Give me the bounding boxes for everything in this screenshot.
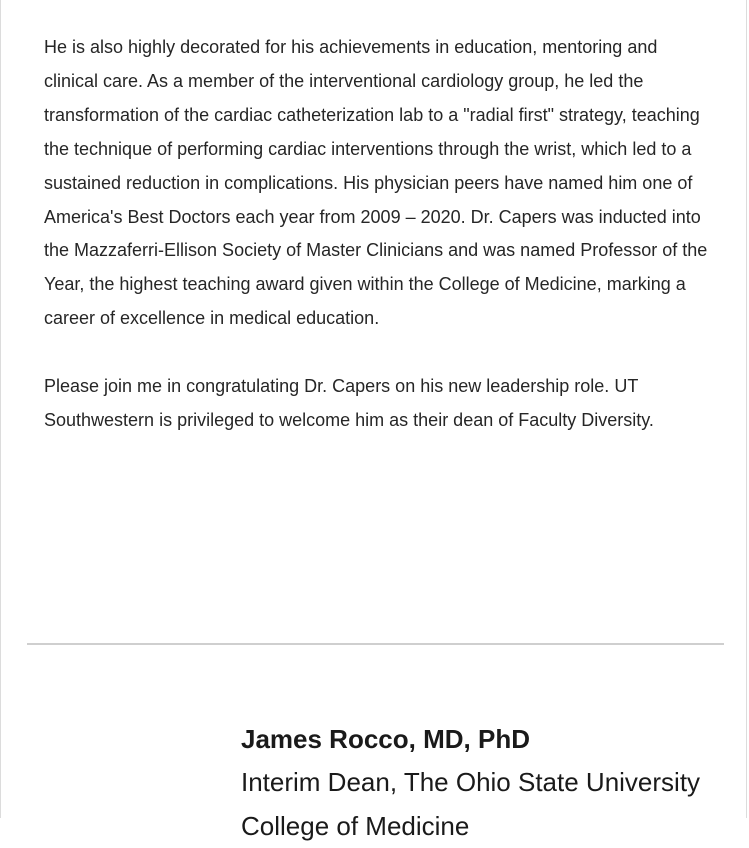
body-paragraph-congratulations: Please join me in congratulating Dr. Capers on his new leadership role. UT Southwestern is privileged to welcome him as their dean of Faculty Diversity. (44, 376, 654, 430)
email-body (44, 31, 714, 438)
section-divider (27, 643, 724, 645)
signature-name: James Rocco, MD, PhD (241, 724, 530, 754)
signature-title: Interim Dean, The Ohio State University College of Medicine (241, 767, 701, 841)
body-paragraph-achievements: He is also highly decorated for his achievements in education, mentoring and clinical care. As a member of the interventional cardiology group, he led the transformation of the cardiac catheterization lab to a "radial first" strategy, teaching the technique of performing cardiac interventions through the wrist, which led to a sustained reduction in complications. His physician peers have named him one of America's Best Doctors each year from 2009 – 2020. Dr. Capers was inducted into the Mazzaferri-Ellison Society of Master Clinicians and was named Professor of the Year, the highest teaching award given within the College of Medicine, marking a career of excellence in medical education. (44, 37, 708, 329)
signature-block (241, 722, 721, 848)
